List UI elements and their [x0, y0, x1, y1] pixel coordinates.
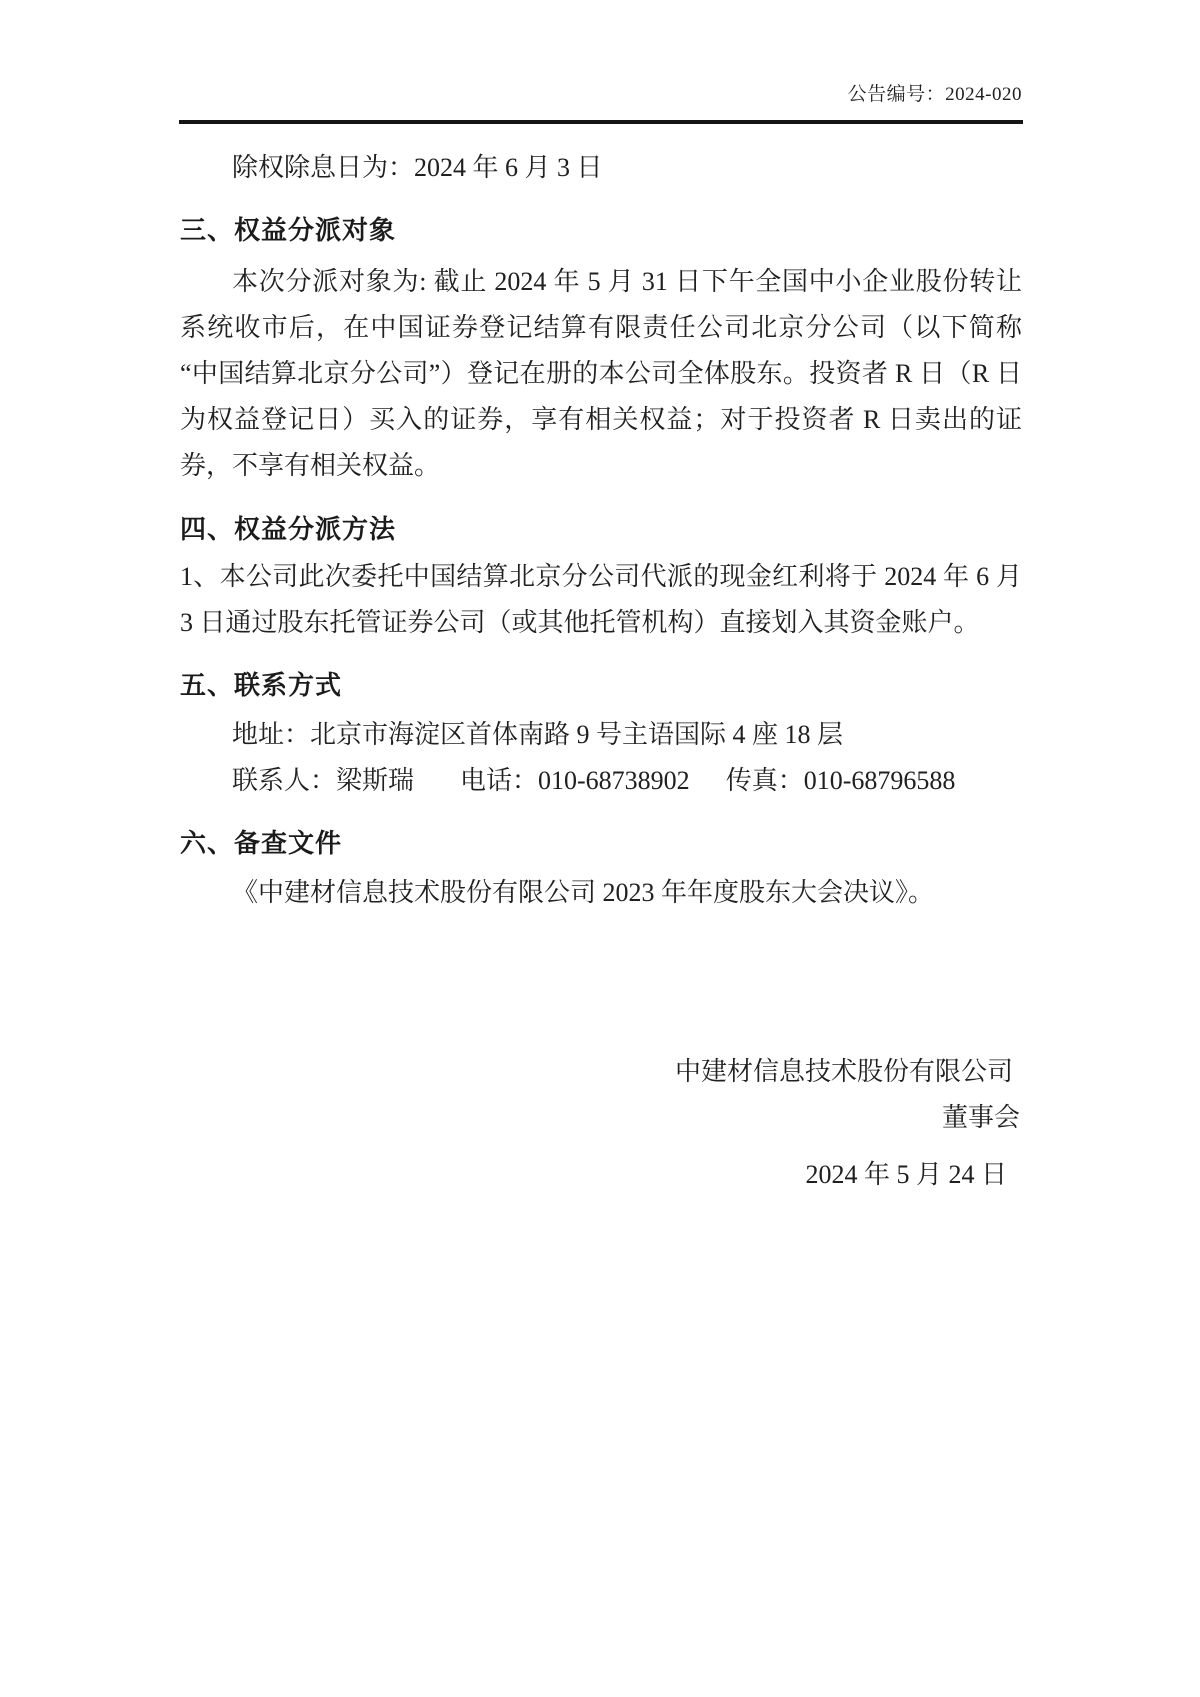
announcement-number: 公告编号：2024-020	[847, 84, 1022, 105]
signature-company-name: 中建材信息技术股份有限公司	[674, 1057, 1013, 1086]
signature-block	[180, 1049, 1022, 1198]
section-6-heading: 六、备查文件	[180, 828, 343, 858]
signature-board: 董事会	[941, 1103, 1020, 1132]
contact-phone: 电话：010-68738902	[460, 766, 690, 795]
page-header	[180, 85, 1022, 124]
section-4-heading: 四、权益分派方法	[180, 514, 397, 544]
contact-fax: 传真：010-68796588	[725, 766, 956, 795]
signature-date: 2024 年 5 月 24 日	[805, 1160, 1007, 1189]
section-3-paragraph: 本次分派对象为: 截止 2024 年 5 月 31 日下午全国中小企业股份转让系统收市后，在中国证券登记结算有限责任公司北京分公司（以下简称“中国结算北京分公司”）登记在册的本公司全体股东。投资者 R 日（R 日为权益登记日）买入的证券，享有相关权益；对于投资者 R 日卖出的证券，不享有相关权益。	[180, 267, 1022, 480]
reference-document-line: 《中建材信息技术股份有限公司 2023 年年度股东大会决议》。	[232, 878, 935, 907]
section-5-heading: 五、联系方式	[180, 670, 343, 700]
contact-row	[180, 758, 1022, 804]
section-3-heading: 三、权益分派对象	[180, 215, 397, 245]
contact-person: 联系人：梁斯瑞	[232, 766, 415, 795]
section-4-paragraph: 1、本公司此次委托中国结算北京分公司代派的现金红利将于 2024 年 6 月 3 日通过股东托管证券公司（或其他托管机构）直接划入其资金账户。	[180, 562, 1022, 637]
address-line: 地址：北京市海淀区首体南路 9 号主语国际 4 座 18 层	[232, 720, 844, 749]
header-rule	[179, 120, 1023, 124]
contact-block	[180, 712, 1022, 804]
document-body	[180, 145, 1022, 916]
ex-dividend-date-line: 除权除息日为：2024 年 6 月 3 日	[232, 153, 603, 182]
